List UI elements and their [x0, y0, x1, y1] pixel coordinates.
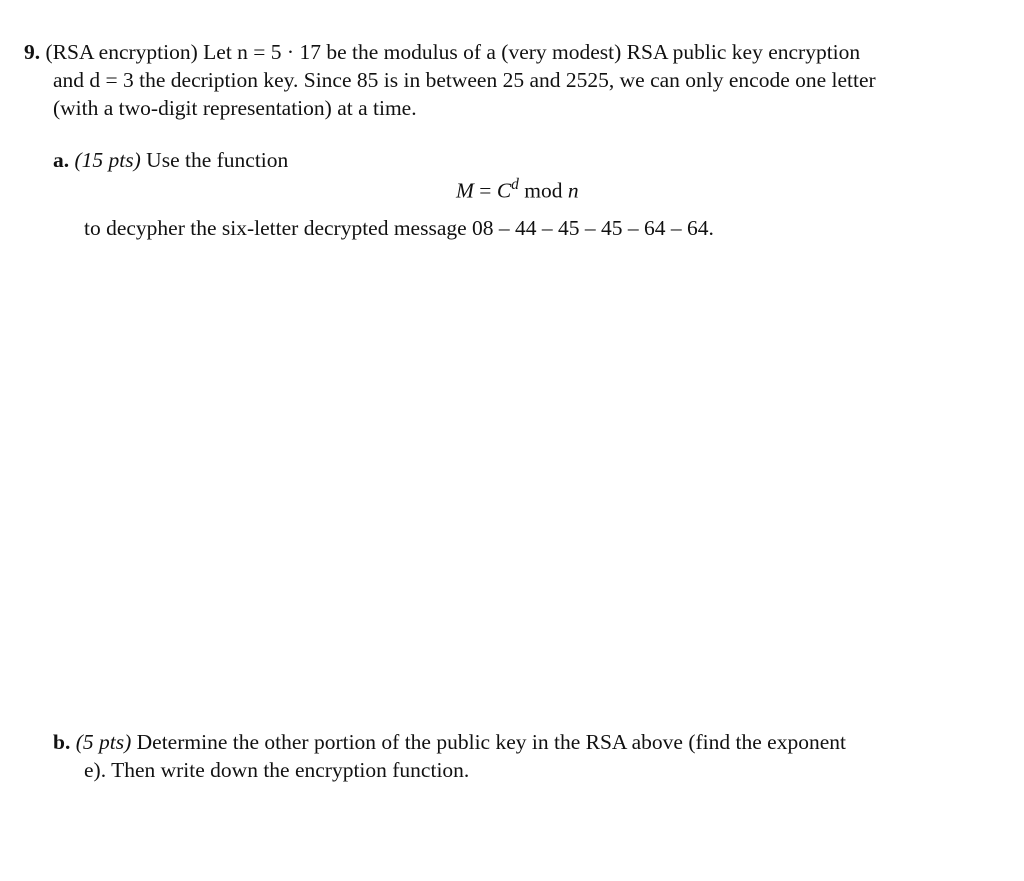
part-b-label: b.: [53, 730, 71, 754]
part-b-line-2: e). Then write down the encryption function.: [84, 758, 470, 782]
problem-line-3: (with a two-digit representation) at a time.: [53, 96, 417, 120]
formula-equals: =: [473, 178, 497, 203]
part-a-text: to decypher the six-letter decrypted message 08 – 44 – 45 – 45 – 64 – 64.: [84, 216, 714, 240]
decryption-formula: [456, 177, 579, 202]
part-a-points: (15 pts): [74, 148, 141, 172]
problem-number: 9.: [24, 40, 41, 64]
problem-text-line-1: (RSA encryption) Let n = 5 · 17 be the modulus of a (very modest) RSA public key encryption: [45, 40, 861, 64]
formula-exponent: d: [511, 176, 519, 193]
part-a-intro: Use the function: [146, 148, 289, 172]
formula-modulus: n: [567, 178, 579, 203]
part-b-line-1: [53, 732, 846, 754]
formula-mod: mod: [518, 178, 568, 203]
part-a-heading: [53, 150, 288, 172]
problem-line-2: and d = 3 the decription key. Since 85 is in between 25 and 2525, we can only encode one letter: [53, 68, 876, 92]
problem-line-1: [24, 42, 860, 64]
formula-base: C: [496, 178, 512, 203]
part-b-points: (5 pts): [75, 730, 132, 754]
part-b-text-line-1: Determine the other portion of the public key in the RSA above (find the exponent: [136, 730, 846, 754]
part-a-label: a.: [53, 148, 70, 172]
formula-lhs: M: [456, 178, 474, 203]
